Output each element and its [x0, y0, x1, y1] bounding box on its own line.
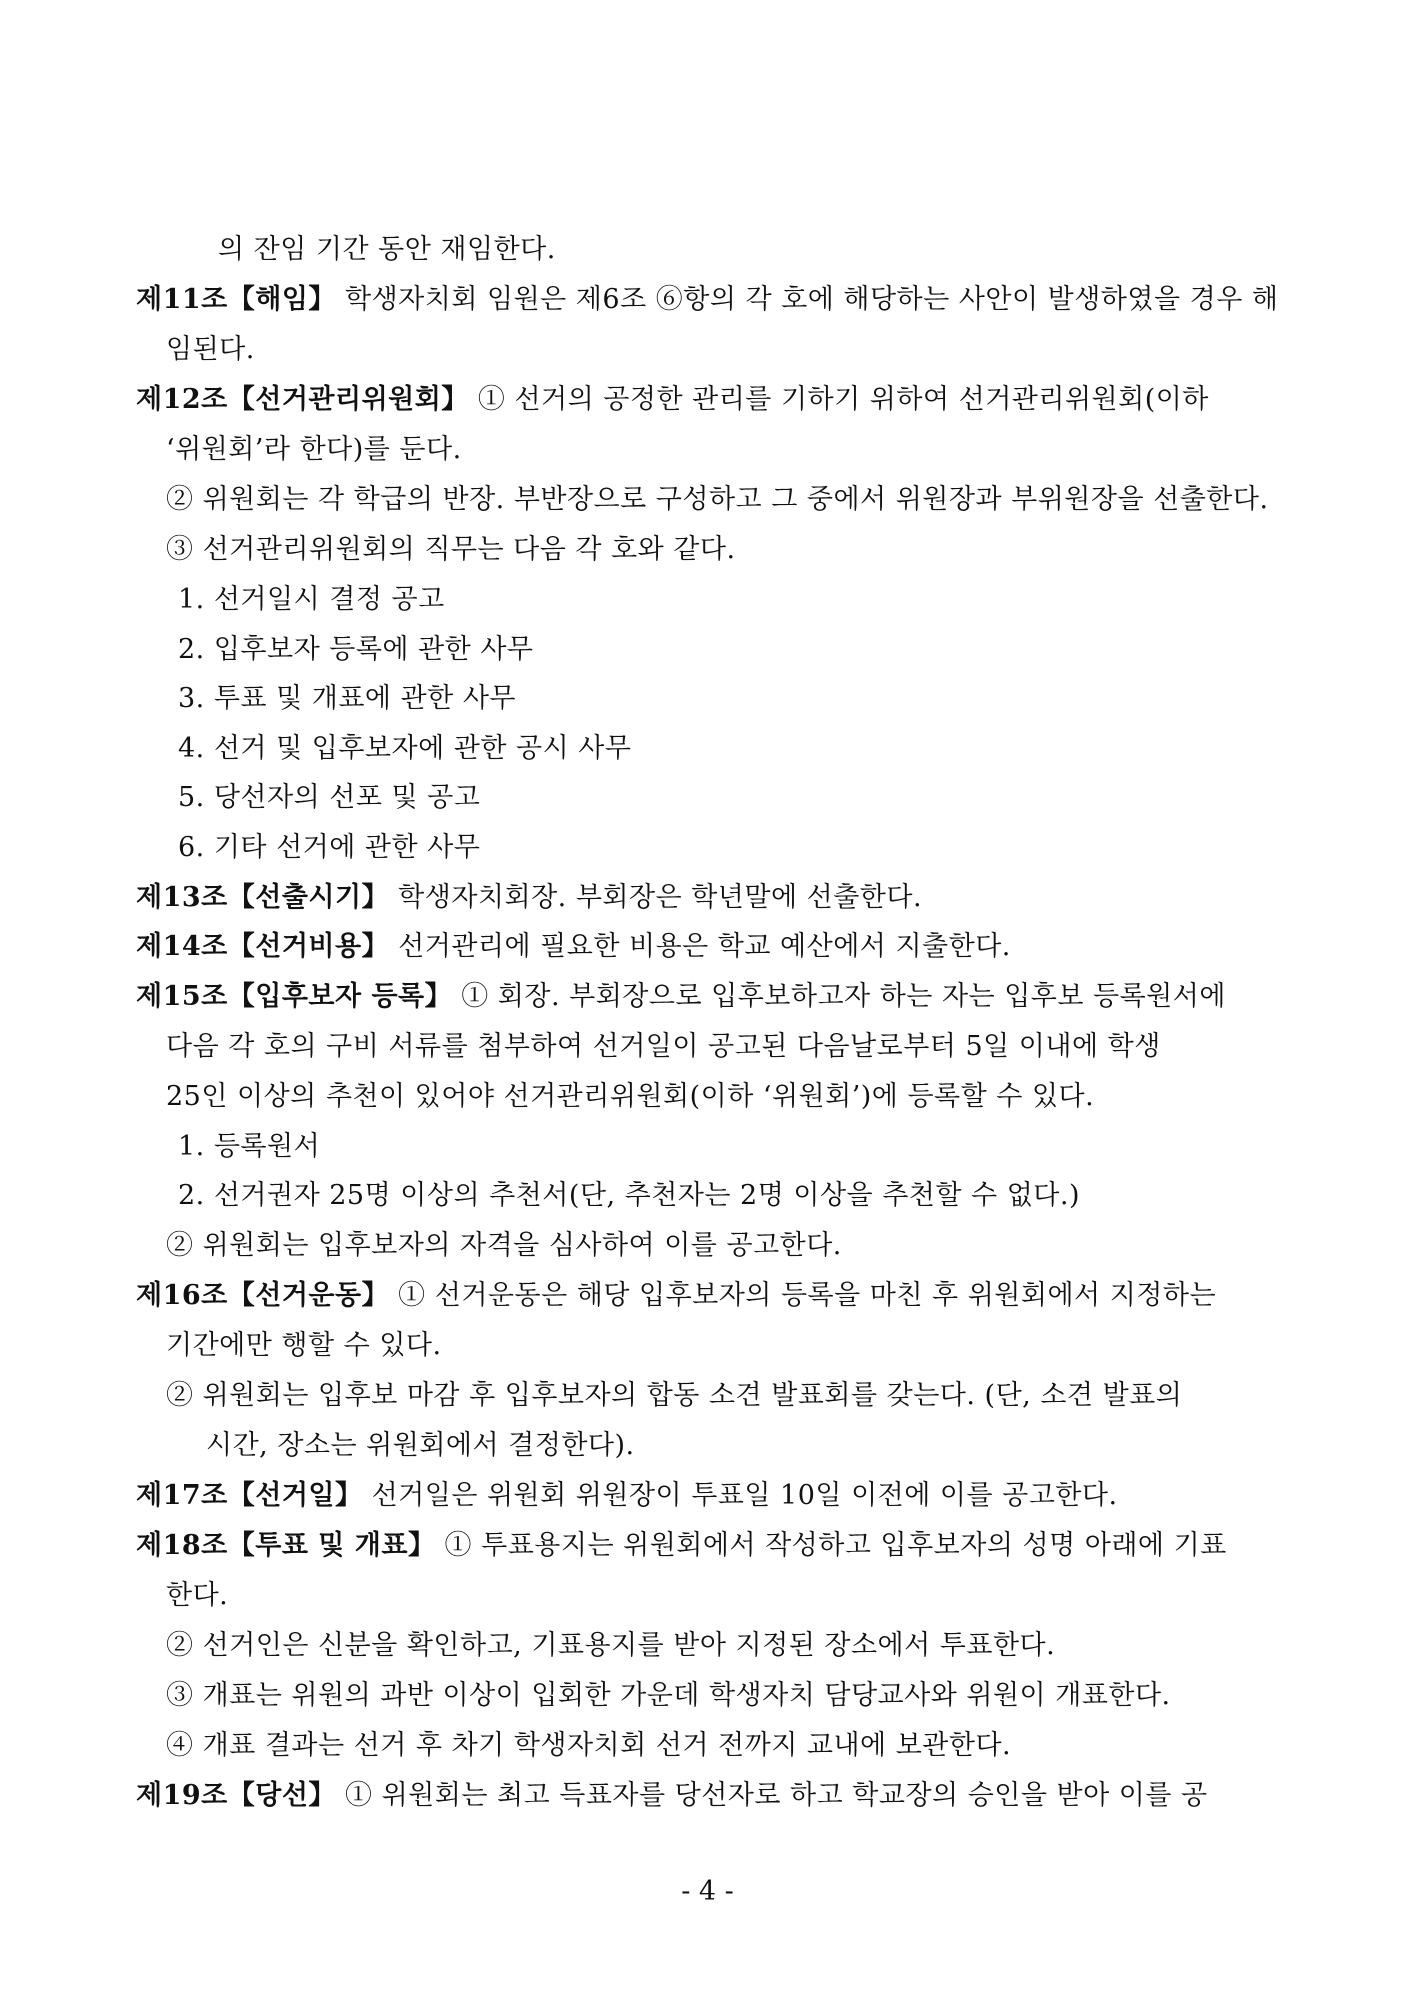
line-text: 선거관리에 필요한 비용은 학교 예산에서 지출한다.: [389, 931, 1011, 962]
line-text: 2. 선거권자 25명 이상의 추천서(단, 추천자는 2명 이상을 추천할 수 없다.): [178, 1180, 1080, 1211]
page-number: - 4 -: [681, 1876, 734, 1907]
line-text: 선거일은 위원회 위원장이 투표일 10일 이전에 이를 공고한다.: [362, 1480, 1118, 1511]
article-line: [136, 1274, 1216, 1318]
line-text: ② 위원회는 각 학급의 반장. 부반장으로 구성하고 그 중에서 위원장과 부위원장을 선출한다.: [166, 484, 1269, 515]
line-text: ② 선거인은 신분을 확인하고, 기표용지를 받아 지정된 장소에서 투표한다.: [166, 1630, 1056, 1661]
line-text: 5. 당선자의 선포 및 공고: [178, 782, 481, 813]
article-heading: 제13조【선출시기】: [136, 882, 390, 913]
line-text: ② 위원회는 입후보 마감 후 입후보자의 합동 소견 발표회를 갖는다. (단, 소견 발표의: [166, 1380, 1183, 1411]
text-line: [218, 228, 556, 272]
line-text: ③ 선거관리위원회의 직무는 다음 각 호와 같다.: [166, 534, 736, 565]
text-line: [166, 1324, 442, 1368]
article-heading: 제15조【입후보자 등록】: [136, 981, 453, 1012]
line-text: 다음 각 호의 구비 서류를 첨부하여 선거일이 공고된 다음날로부터 5일 이내에 학생: [166, 1031, 1161, 1062]
text-line: [166, 1624, 1055, 1668]
text-line: [178, 1174, 1080, 1218]
article-line: [136, 1524, 1227, 1568]
text-line: [178, 578, 445, 622]
line-text: 학생자치회 임원은 제6조 ⑥항의 각 호에 해당하는 사안이 발생하였을 경우 해: [335, 284, 1279, 315]
line-text: 기간에만 행할 수 있다.: [166, 1330, 442, 1361]
text-line: [178, 628, 534, 672]
line-text: ① 선거의 공정한 관리를 기하기 위하여 선거관리위원회(이하: [468, 384, 1209, 415]
text-line: [166, 1674, 1171, 1718]
line-text: ① 회장. 부회장으로 입후보하고자 하는 자는 입후보 등록원서에: [452, 981, 1226, 1012]
text-line: [166, 528, 736, 572]
article-line: [136, 975, 1226, 1019]
text-line: [166, 328, 255, 372]
line-text: 시간, 장소는 위원회에서 결정한다).: [206, 1430, 635, 1461]
text-line: [166, 1025, 1161, 1069]
line-text: 임된다.: [166, 334, 255, 365]
article-line: [136, 378, 1209, 422]
line-text: ② 위원회는 입후보자의 자격을 심사하여 이를 공고한다.: [166, 1230, 842, 1261]
line-text: 학생자치회장. 부회장은 학년말에 선출한다.: [389, 882, 923, 913]
text-line: [178, 677, 516, 721]
text-line: [206, 1424, 635, 1468]
article-heading: 제12조【선거관리위원회】: [136, 384, 469, 415]
line-text: 3. 투표 및 개표에 관한 사무: [178, 683, 516, 714]
line-text: 2. 입후보자 등록에 관한 사무: [178, 634, 534, 665]
line-text: 의 잔임 기간 동안 재임한다.: [218, 234, 556, 265]
article-heading: 제14조【선거비용】: [136, 931, 390, 962]
article-heading: 제11조【해임】: [136, 284, 336, 315]
article-line: [136, 1774, 1208, 1818]
line-text: 1. 선거일시 결정 공고: [178, 584, 445, 615]
line-text: 6. 기타 선거에 관한 사무: [178, 832, 481, 863]
article-heading: 제16조【선거운동】: [136, 1280, 390, 1311]
article-heading: 제17조【선거일】: [136, 1480, 363, 1511]
text-line: [178, 776, 480, 820]
article-heading: 제18조【투표 및 개표】: [136, 1530, 436, 1561]
article-line: [136, 925, 1011, 969]
line-text: ‘위원회’라 한다)를 둔다.: [166, 434, 462, 465]
text-line: [166, 1075, 1094, 1119]
line-text: ④ 개표 결과는 선거 후 차기 학생자치회 선거 전까지 교내에 보관한다.: [166, 1730, 1012, 1761]
line-text: 25인 이상의 추천이 있어야 선거관리위원회(이하 ‘위원회’)에 등록할 수 있다.: [166, 1081, 1095, 1112]
line-text: 4. 선거 및 입후보자에 관한 공시 사무: [178, 733, 632, 764]
text-line: [166, 428, 462, 472]
line-text: 한다.: [166, 1580, 229, 1611]
text-line: [178, 1125, 320, 1169]
text-line: [178, 826, 480, 870]
line-text: ① 투표용지는 위원회에서 작성하고 입후보자의 성명 아래에 기표: [435, 1530, 1227, 1561]
text-line: [166, 1724, 1011, 1768]
text-line: [166, 1374, 1182, 1418]
article-line: [136, 278, 1278, 322]
text-line: [178, 727, 631, 771]
article-line: [136, 1474, 1118, 1518]
text-line: [166, 1224, 842, 1268]
text-line: [166, 478, 1269, 522]
line-text: ① 선거운동은 해당 입후보자의 등록을 마친 후 위원회에서 지정하는: [389, 1280, 1217, 1311]
line-text: ① 위원회는 최고 득표자를 당선자로 하고 학교장의 승인을 받아 이를 공: [335, 1780, 1208, 1811]
article-heading: 제19조【당선】: [136, 1780, 336, 1811]
line-text: ③ 개표는 위원의 과반 이상이 입회한 가운데 학생자치 담당교사와 위원이 개표한다.: [166, 1680, 1171, 1711]
line-text: 1. 등록원서: [178, 1131, 321, 1162]
text-line: [166, 1574, 228, 1618]
article-line: [136, 876, 922, 920]
